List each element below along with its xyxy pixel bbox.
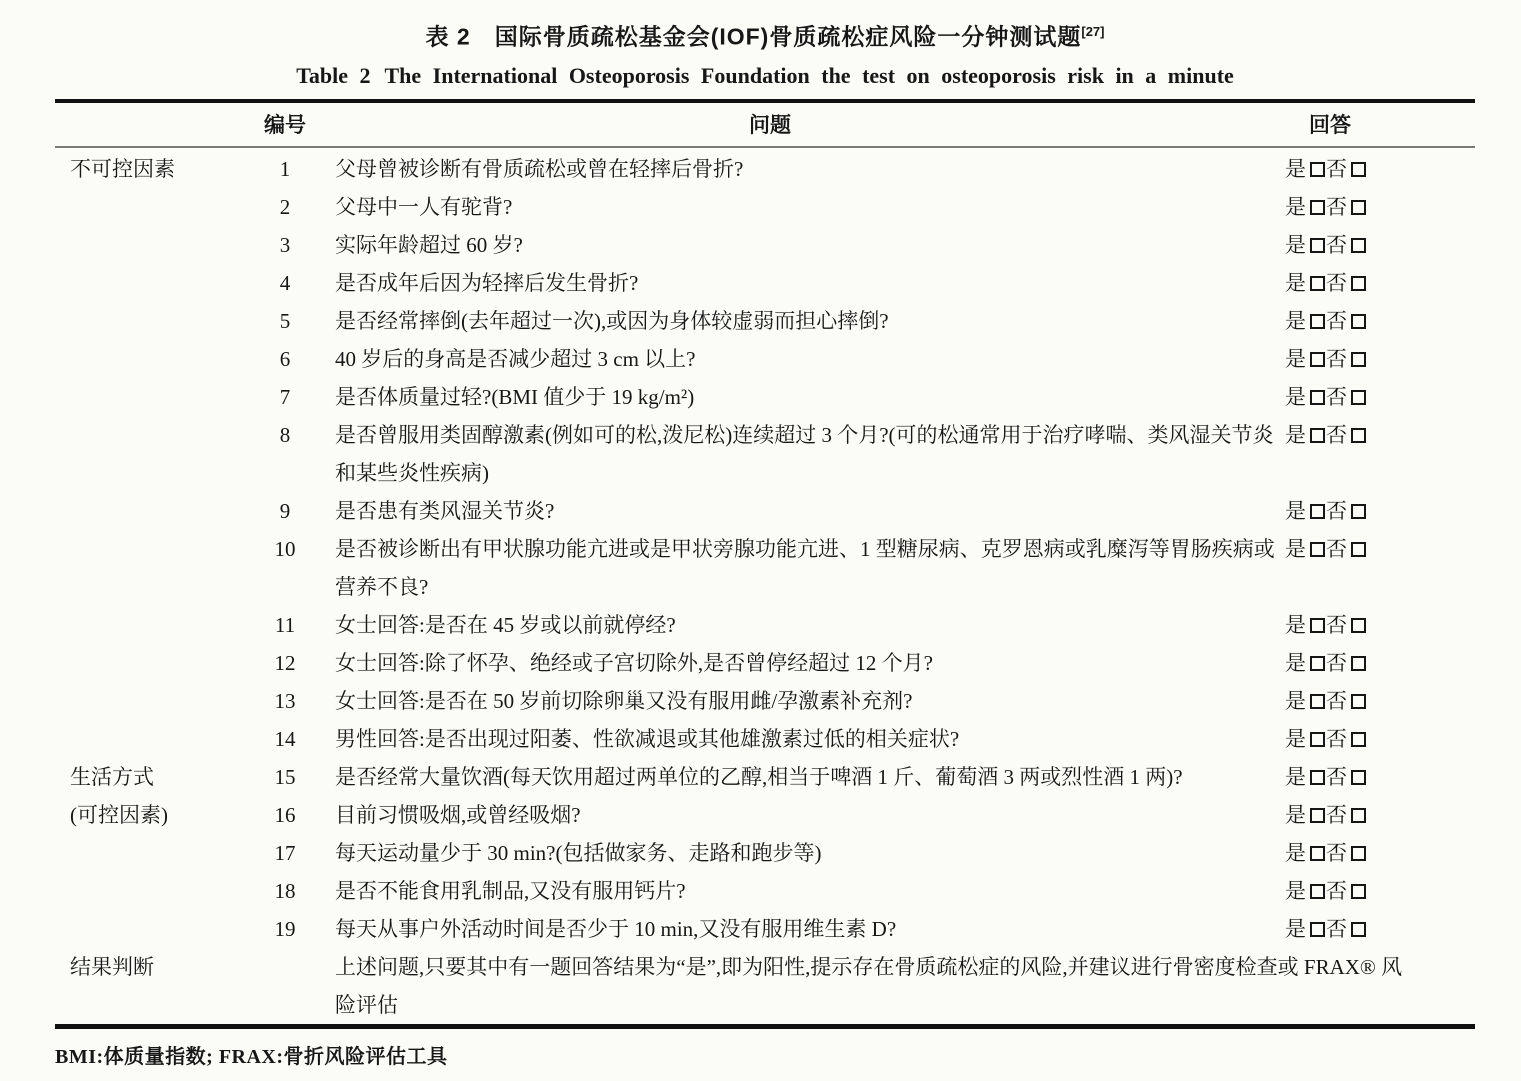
yes-label: 是 — [1285, 384, 1306, 409]
question-text: 男性回答:是否出现过阳萎、性欲减退或其他雄激素过低的相关症状? — [335, 726, 960, 751]
question-text: 是否曾服用类固醇激素(例如可的松,泼尼松)连续超过 3 个月?(可的松通常用于治疗哮喘、类风湿关节炎和某些炎性疾病) — [335, 422, 1274, 485]
no-label: 否 — [1326, 764, 1347, 789]
answer-cell — [1285, 834, 1475, 872]
category-label — [55, 644, 235, 682]
question-number: 1 — [279, 156, 291, 181]
yes-label: 是 — [1285, 156, 1306, 181]
table-title-en-text: The International Osteoporosis Foundation the test on osteoporosis risk in a minute — [384, 62, 1234, 88]
yes-label: 是 — [1285, 270, 1306, 295]
category-label: 不可控因素 — [70, 156, 175, 181]
header-category-spacer — [55, 103, 235, 148]
yes-checkbox-icon — [1310, 618, 1325, 633]
answer-cell — [1285, 302, 1475, 340]
answer-cell — [1285, 530, 1475, 606]
category-label — [55, 188, 235, 226]
answer-cell — [1285, 378, 1475, 416]
no-label: 否 — [1326, 688, 1347, 713]
answer-cell — [1285, 682, 1475, 720]
question-text: 是否患有类风湿关节炎? — [335, 498, 555, 523]
question-text: 是否经常大量饮酒(每天饮用超过两单位的乙醇,相当于啤酒 1 斤、葡萄酒 3 两或烈性酒 1 两)? — [335, 764, 1183, 789]
question-text: 目前习惯吸烟,或曾经吸烟? — [335, 802, 581, 827]
no-checkbox-icon — [1351, 390, 1366, 405]
yes-label: 是 — [1285, 232, 1306, 257]
yes-checkbox-icon — [1310, 694, 1325, 709]
table-row — [55, 416, 1475, 492]
yes-checkbox-icon — [1310, 352, 1325, 367]
question-number: 13 — [274, 688, 296, 713]
result-text: 上述问题,只要其中有一题回答结果为“是”,即为阳性,提示存在骨质疏松症的风险,并建议进行骨密度检查或 FRAX® 风险评估 — [335, 954, 1403, 1017]
question-text: 是否成年后因为轻摔后发生骨折? — [335, 270, 639, 295]
yes-checkbox-icon — [1310, 846, 1325, 861]
category-label — [55, 872, 235, 910]
question-number: 8 — [279, 422, 291, 447]
question-number: 4 — [279, 270, 291, 295]
result-row — [55, 948, 1475, 1024]
yes-checkbox-icon — [1310, 238, 1325, 253]
table-header-row — [55, 103, 1475, 148]
no-label: 否 — [1326, 270, 1347, 295]
yes-checkbox-icon — [1310, 428, 1325, 443]
question-number: 14 — [274, 726, 296, 751]
question-text: 女士回答:除了怀孕、绝经或子宫切除外,是否曾停经超过 12 个月? — [335, 650, 933, 675]
question-number: 5 — [279, 308, 291, 333]
category-label — [55, 492, 235, 530]
question-text: 是否经常摔倒(去年超过一次),或因为身体较虚弱而担心摔倒? — [335, 308, 889, 333]
no-label: 否 — [1326, 612, 1347, 637]
yes-label: 是 — [1285, 802, 1306, 827]
table-row — [55, 530, 1475, 606]
no-label: 否 — [1326, 726, 1347, 751]
question-number: 11 — [274, 612, 296, 637]
question-text: 实际年龄超过 60 岁? — [335, 232, 523, 257]
no-checkbox-icon — [1351, 504, 1366, 519]
yes-label: 是 — [1285, 308, 1306, 333]
yes-checkbox-icon — [1310, 770, 1325, 785]
yes-label: 是 — [1285, 612, 1306, 637]
category-label — [55, 530, 235, 606]
question-number: 3 — [279, 232, 291, 257]
no-checkbox-icon — [1351, 162, 1366, 177]
table-number-label: Table 2 — [296, 62, 371, 88]
no-label: 否 — [1326, 232, 1347, 257]
no-label: 否 — [1326, 802, 1347, 827]
category-label — [55, 226, 235, 264]
no-checkbox-icon — [1351, 200, 1366, 215]
answer-cell — [1285, 720, 1475, 758]
table-row — [55, 644, 1475, 682]
question-number: 10 — [274, 536, 296, 561]
table-title-zh — [55, 12, 1475, 57]
yes-label: 是 — [1285, 764, 1306, 789]
table-row — [55, 910, 1475, 948]
no-checkbox-icon — [1351, 770, 1366, 785]
table-row — [55, 834, 1475, 872]
citation-ref: [27] — [1081, 24, 1105, 39]
answer-cell — [1285, 606, 1475, 644]
yes-label: 是 — [1285, 346, 1306, 371]
osteoporosis-risk-table — [55, 99, 1475, 1029]
category-label — [55, 834, 235, 872]
table-row — [55, 340, 1475, 378]
answer-cell — [1285, 910, 1475, 948]
no-label: 否 — [1326, 346, 1347, 371]
answer-cell — [1285, 796, 1475, 834]
question-text: 是否被诊断出有甲状腺功能亢进或是甲状旁腺功能亢进、1 型糖尿病、克罗恩病或乳糜泻等胃肠疾病或营养不良? — [335, 536, 1275, 599]
no-checkbox-icon — [1351, 732, 1366, 747]
yes-checkbox-icon — [1310, 884, 1325, 899]
yes-checkbox-icon — [1310, 808, 1325, 823]
no-label: 否 — [1326, 498, 1347, 523]
no-checkbox-icon — [1351, 352, 1366, 367]
table-title-en — [55, 57, 1475, 95]
yes-label: 是 — [1285, 878, 1306, 903]
table-row — [55, 302, 1475, 340]
yes-checkbox-icon — [1310, 542, 1325, 557]
answer-cell — [1285, 416, 1475, 492]
category-label: 生活方式 — [70, 764, 154, 789]
yes-label: 是 — [1285, 688, 1306, 713]
question-number: 17 — [274, 840, 296, 865]
no-label: 否 — [1326, 536, 1347, 561]
header-question: 问题 — [749, 113, 791, 137]
no-label: 否 — [1326, 194, 1347, 219]
table-row — [55, 758, 1475, 796]
result-label: 结果判断 — [70, 954, 154, 979]
table-row — [55, 720, 1475, 758]
question-text: 40 岁后的身高是否减少超过 3 cm 以上? — [335, 346, 696, 371]
table-row — [55, 188, 1475, 226]
table-row — [55, 492, 1475, 530]
yes-label: 是 — [1285, 650, 1306, 675]
yes-checkbox-icon — [1310, 200, 1325, 215]
no-checkbox-icon — [1351, 846, 1366, 861]
no-checkbox-icon — [1351, 238, 1366, 253]
answer-cell — [1285, 758, 1475, 796]
question-text: 每天从事户外活动时间是否少于 10 min,又没有服用维生素 D? — [335, 916, 897, 941]
category-label — [55, 606, 235, 644]
question-text: 是否体质量过轻?(BMI 值少于 19 kg/m²) — [335, 384, 695, 409]
no-checkbox-icon — [1351, 694, 1366, 709]
yes-checkbox-icon — [1310, 390, 1325, 405]
yes-label: 是 — [1285, 916, 1306, 941]
question-number: 15 — [274, 764, 296, 789]
answer-cell — [1285, 492, 1475, 530]
table-row — [55, 264, 1475, 302]
no-label: 否 — [1326, 308, 1347, 333]
answer-cell — [1285, 340, 1475, 378]
category-label — [55, 340, 235, 378]
question-number: 7 — [279, 384, 291, 409]
question-number: 18 — [274, 878, 296, 903]
yes-label: 是 — [1285, 840, 1306, 865]
question-text: 女士回答:是否在 50 岁前切除卵巢又没有服用雌/孕激素补充剂? — [335, 688, 913, 713]
yes-checkbox-icon — [1310, 162, 1325, 177]
yes-checkbox-icon — [1310, 922, 1325, 937]
question-text: 女士回答:是否在 45 岁或以前就停经? — [335, 612, 676, 637]
yes-checkbox-icon — [1310, 656, 1325, 671]
no-checkbox-icon — [1351, 618, 1366, 633]
no-checkbox-icon — [1351, 542, 1366, 557]
category-label — [55, 302, 235, 340]
table-row — [55, 150, 1475, 188]
answer-cell — [1285, 188, 1475, 226]
header-answer: 回答 — [1309, 113, 1351, 137]
question-number: 19 — [274, 916, 296, 941]
table-row — [55, 682, 1475, 720]
no-checkbox-icon — [1351, 922, 1366, 937]
yes-checkbox-icon — [1310, 504, 1325, 519]
table-row — [55, 796, 1475, 834]
yes-checkbox-icon — [1310, 732, 1325, 747]
question-rows — [55, 148, 1475, 948]
category-label — [55, 378, 235, 416]
result-number-spacer — [235, 948, 335, 1024]
answer-cell — [1285, 644, 1475, 682]
question-text: 父母中一人有驼背? — [335, 194, 513, 219]
yes-label: 是 — [1285, 194, 1306, 219]
no-checkbox-icon — [1351, 276, 1366, 291]
yes-label: 是 — [1285, 726, 1306, 751]
no-label: 否 — [1326, 384, 1347, 409]
table-footnote: BMI:体质量指数; FRAX:骨折风险评估工具 — [55, 1045, 448, 1068]
table-row — [55, 226, 1475, 264]
table-row — [55, 872, 1475, 910]
no-checkbox-icon — [1351, 428, 1366, 443]
yes-checkbox-icon — [1310, 276, 1325, 291]
question-text: 每天运动量少于 30 min?(包括做家务、走路和跑步等) — [335, 840, 822, 865]
category-label — [55, 910, 235, 948]
question-number: 9 — [279, 498, 291, 523]
no-label: 否 — [1326, 156, 1347, 181]
answer-cell — [1285, 872, 1475, 910]
no-label: 否 — [1326, 650, 1347, 675]
question-text: 是否不能食用乳制品,又没有服用钙片? — [335, 878, 686, 903]
no-label: 否 — [1326, 916, 1347, 941]
question-number: 2 — [279, 194, 291, 219]
answer-cell — [1285, 150, 1475, 188]
no-checkbox-icon — [1351, 884, 1366, 899]
header-number: 编号 — [264, 113, 306, 137]
yes-label: 是 — [1285, 498, 1306, 523]
no-label: 否 — [1326, 840, 1347, 865]
answer-cell — [1285, 264, 1475, 302]
question-text: 父母曾被诊断有骨质疏松或曾在轻摔后骨折? — [335, 156, 744, 181]
category-label — [55, 682, 235, 720]
yes-label: 是 — [1285, 536, 1306, 561]
category-label — [55, 416, 235, 492]
question-number: 6 — [279, 346, 291, 371]
yes-checkbox-icon — [1310, 314, 1325, 329]
table-row — [55, 606, 1475, 644]
yes-label: 是 — [1285, 422, 1306, 447]
no-label: 否 — [1326, 422, 1347, 447]
answer-cell — [1285, 226, 1475, 264]
no-label: 否 — [1326, 878, 1347, 903]
no-checkbox-icon — [1351, 808, 1366, 823]
category-label: (可控因素) — [70, 802, 168, 827]
table-title-zh-text: 表 2 国际骨质疏松基金会(IOF)骨质疏松症风险一分钟测试题 — [425, 23, 1082, 50]
table-row — [55, 378, 1475, 416]
question-number: 16 — [274, 802, 296, 827]
no-checkbox-icon — [1351, 314, 1366, 329]
category-label — [55, 264, 235, 302]
question-number: 12 — [274, 650, 296, 675]
category-label — [55, 720, 235, 758]
no-checkbox-icon — [1351, 656, 1366, 671]
